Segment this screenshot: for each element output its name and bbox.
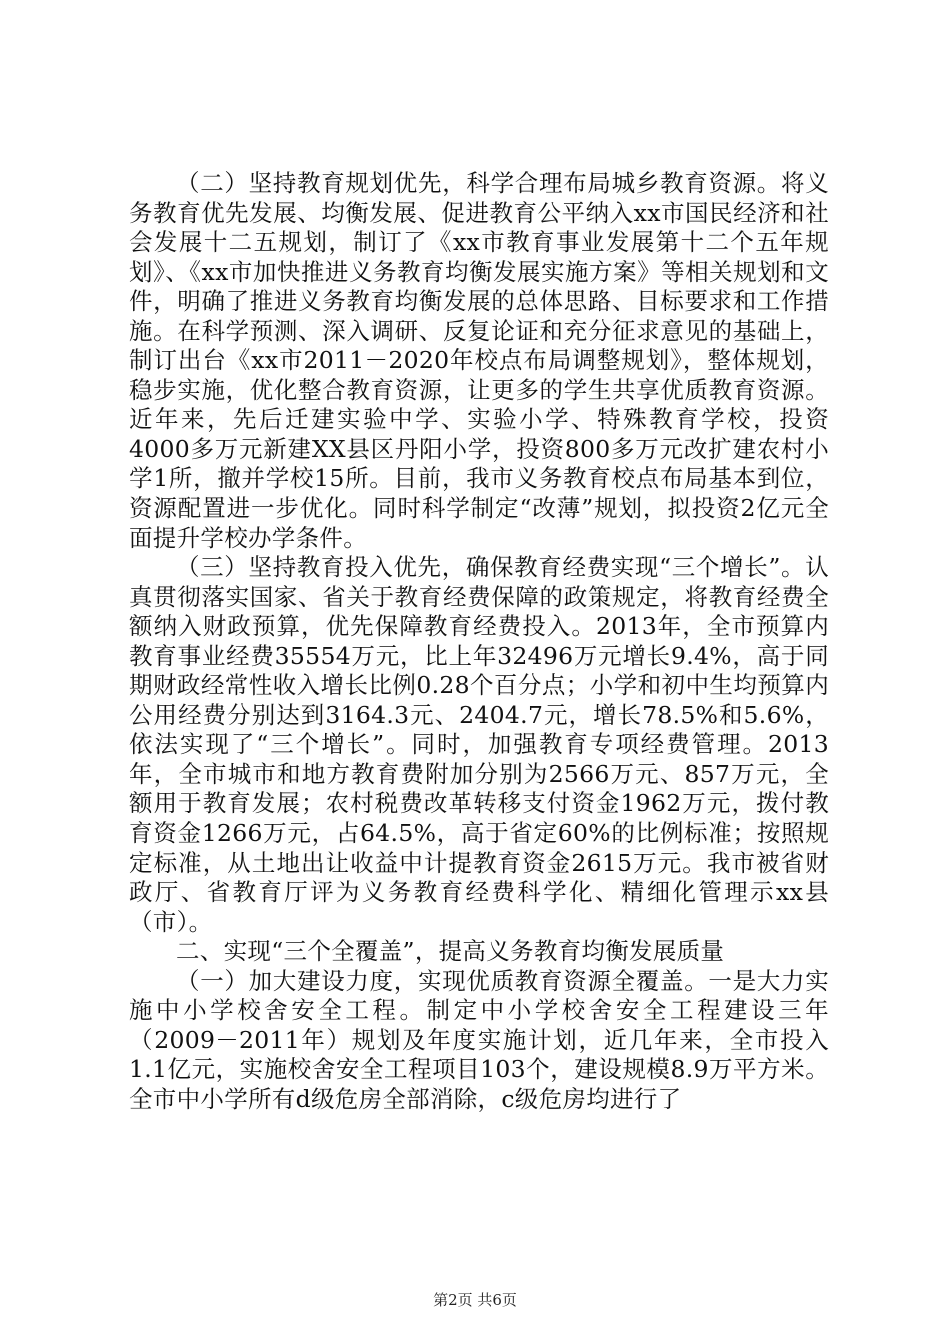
paragraph-construction: （一）加大建设力度，实现优质教育资源全覆盖。一是大力实施中小学校舍安全工程。制定中小学校舍安全工程建设三年（2009－2011年）规划及年度实施计划，近几年来，全市投入1.1亿元，实施校舍安全工程项目103个，建设规模8.9万平方米。全市中小学所有d级危房全部消除，c级危房均进行了 bbox=[129, 966, 829, 1113]
page-number-footer: 第2页 共6页 bbox=[433, 1291, 517, 1309]
section-heading: 二、实现“三个全覆盖”，提高义务教育均衡发展质量 bbox=[176, 937, 725, 966]
document-body bbox=[129, 169, 829, 1115]
paragraph-planning: （二）坚持教育规划优先，科学合理布局城乡教育资源。将义务教育优先发展、均衡发展、促进教育公平纳入xx市国民经济和社会发展十二五规划，制订了《xx市教育事业发展第十二个五年规划》、《xx市加快推进义务教育均衡发展实施方案》等相关规划和文件，明确了推进义务教育均衡发展的总体思路、目标要求和工作措施。在科学预测、深入调研、反复论证和充分征求意见的基础上，制订出台《xx市2011－2020年校点布局调整规划》，整体规划，稳步实施，优化整合教育资源，让更多的学生共享优质教育资源。近年来，先后迁建实验中学、实验小学、特殊教育学校，投资4000多万元新建XX县区丹阳小学，投资800多万元改扩建农村小学1所，撤并学校15所。目前，我市义务教育校点布局基本到位，资源配置进一步优化。同时科学制定“改薄”规划，拟投资2亿元全面提升学校办学条件。 bbox=[129, 169, 829, 552]
paragraph-funding: （三）坚持教育投入优先，确保教育经费实现“三个增长”。认真贯彻落实国家、省关于教育经费保障的政策规定，将教育经费全额纳入财政预算，优先保障教育经费投入。2013年，全市预算内教育事业经费35554万元，比上年32496万元增长9.4%，高于同期财政经常性收入增长比例0.28个百分点；小学和初中生均预算内公用经费分别达到3164.3元、2404.7元，增长78.5%和5.6%，依法实现了“三个增长”。同时，加强教育专项经费管理。2013年，全市城市和地方教育费附加分别为2566万元、857万元，全额用于教育发展；农村税费改革转移支付资金1962万元，拨付教育资金1266万元，占64.5%，高于省定60%的比例标准；按照规定标准，从土地出让收益中计提教育资金2615万元。我市被省财政厅、省教育厅评为义务教育经费科学化、精细化管理示xx县（市）。 bbox=[129, 553, 829, 936]
